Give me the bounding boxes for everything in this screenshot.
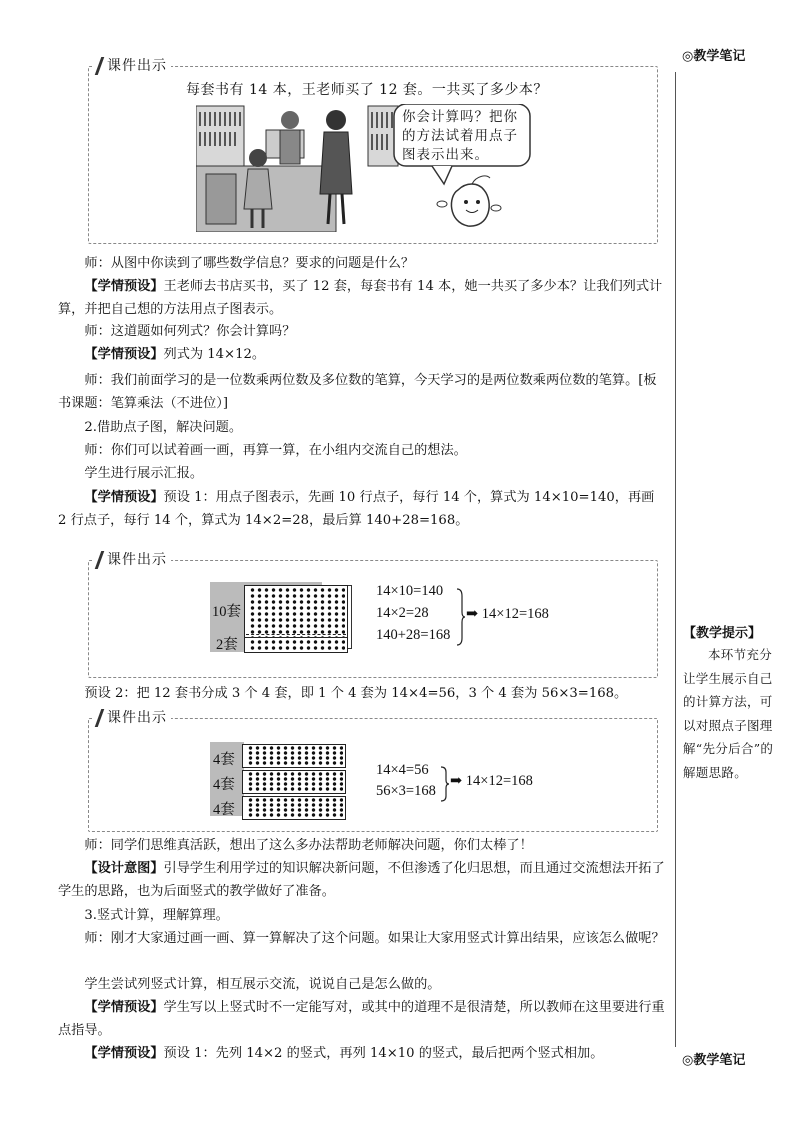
label-4-sets-c: 4套 <box>213 802 235 818</box>
label-10-sets: 10套 <box>212 604 241 620</box>
label-2-sets: 2套 <box>216 637 238 653</box>
para-15: 学生尝试列竖式计算，相互展示交流，说说自己是怎么做的。 <box>84 977 441 992</box>
margin-rule <box>675 72 676 1047</box>
speech-bubble-text: 你会计算吗？把你的方法试着用点子图表示出来。 <box>402 109 518 163</box>
result-14x12-b: ➡ 14×12=168 <box>450 773 533 789</box>
dot-group-a <box>242 744 346 768</box>
notes-heading-bottom: ◎教学笔记 <box>682 1053 746 1068</box>
para-6: 2.借助点子图，解决问题。 <box>84 420 243 435</box>
eq-14x10: 14×10=140 <box>376 583 444 599</box>
eq-56x3: 56×3=168 <box>376 783 436 799</box>
dot-group-b <box>242 770 346 794</box>
dot-group-c <box>242 796 346 820</box>
courseware-box-2 <box>88 560 658 678</box>
teaching-tip-text: 本环节充分让学生展示自己的计算方法，可以对照点子图理解“先分后合”的解题思路。 <box>683 647 774 780</box>
brace-icon-2 <box>440 766 450 802</box>
para-2: 【学情预设】王老师去书店买书，买了 12 套，每套书有 14 本，她一共买了多少本？让我们列式计算，并把自己想的方法用点子图表示。 <box>58 279 663 317</box>
para-13: 3.竖式计算，理解算理。 <box>84 908 229 923</box>
courseware-label-2: 课件出示 <box>92 549 171 569</box>
para-5: 师：我们前面学习的是一位数乘两位数及多位数的笔算，今天学习的是两位数乘两位数的笔算。[板书课题：笔算乘法（不进位）] <box>58 373 657 411</box>
notes-heading-top: ◎教学笔记 <box>682 49 746 64</box>
eq-sum: 140+28=168 <box>376 627 451 643</box>
para-11: 师：同学们思维真活跃，想出了这么多办法帮助老师解决问题，你们太棒了！ <box>84 838 533 853</box>
para-7: 师：你们可以试着画一画，再算一算，在小组内交流自己的想法。 <box>84 443 467 458</box>
courseware-box-3 <box>88 718 658 832</box>
split-line <box>246 634 346 636</box>
para-14: 师：刚才大家通过画一画、算一算解决了这个问题。如果让大家用竖式计算出结果，应该怎么做呢？ <box>84 931 665 946</box>
courseware-label-3: 课件出示 <box>92 707 171 727</box>
courseware-label-1: 课件出示 <box>92 55 171 75</box>
label-4-sets-a: 4套 <box>213 752 235 768</box>
eq-14x4: 14×4=56 <box>376 762 429 778</box>
result-14x12: ➡ 14×12=168 <box>466 606 549 622</box>
para-16: 【学情预设】学生写以上竖式时不一定能写对，或其中的道理不是很清楚，所以教师在这里要进行重点指导。 <box>58 1000 665 1038</box>
para-1: 师：从图中你读到了哪些数学信息？要求的问题是什么？ <box>84 256 415 271</box>
para-8: 学生进行展示汇报。 <box>84 466 204 481</box>
brace-icon <box>456 588 466 646</box>
eq-14x2: 14×2=28 <box>376 605 429 621</box>
para-12: 【设计意图】引导学生利用学过的知识解决新问题，不但渗透了化归思想，而且通过交流想法开拓了学生的思路，也为后面竖式的教学做好了准备。 <box>58 861 665 899</box>
teaching-tip-title: 【教学提示】 <box>683 626 762 641</box>
dot-grid-frame-2 <box>244 637 348 653</box>
para-10: 预设 2：把 12 套书分成 3 个 4 套，即 1 个 4 套为 14×4=56，3 个 4 套为 56×3=168。 <box>84 686 628 701</box>
para-4: 【学情预设】列式为 14×12。 <box>84 347 266 362</box>
para-17: 【学情预设】预设 1：先列 14×2 的竖式，再列 14×10 的竖式，最后把两个竖式相加。 <box>84 1046 604 1061</box>
problem-text: 每套书有 14 本，王老师买了 12 套。一共买了多少本？ <box>186 82 548 98</box>
para-3: 师：这道题如何列式？你会计算吗？ <box>84 324 296 339</box>
para-9: 【学情预设】预设 1：用点子图表示，先画 10 行点子，每行 14 个，算式为 14×10=140，再画 2 行点子，每行 14 个，算式为 14×2=28，最后算 140+28=168。 <box>58 490 655 528</box>
label-4-sets-b: 4套 <box>213 777 235 793</box>
